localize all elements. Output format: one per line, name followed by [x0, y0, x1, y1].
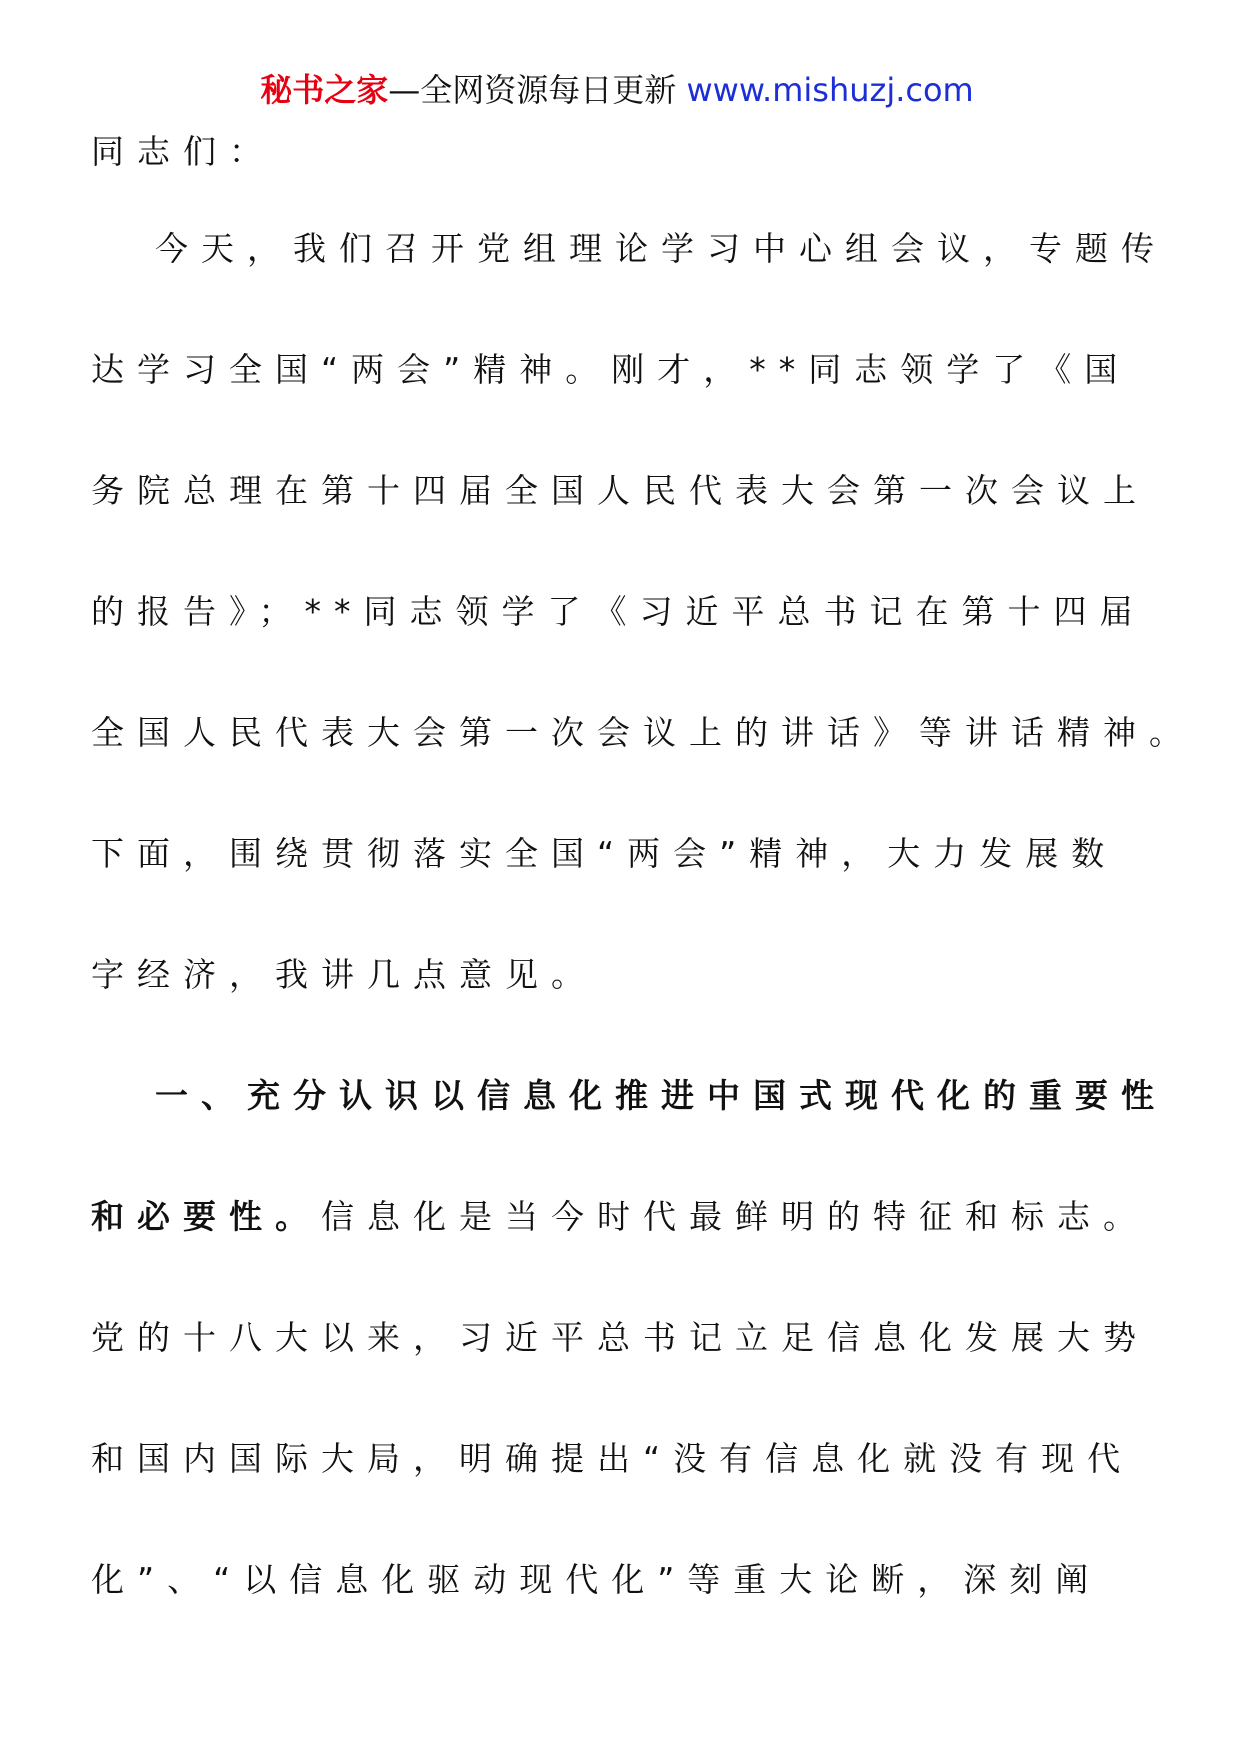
banner-slogan: —全网资源每日更新 — [388, 71, 677, 109]
section-heading-continuation — [91, 1185, 1171, 1306]
paragraph-line: 下面，围绕贯彻落实全国“两会”精神，大力发展数 — [91, 834, 1118, 873]
site-url-link[interactable]: www.mishuzj.com — [686, 71, 974, 109]
paragraph-line: 的报告》；**同志领学了《习近平总书记在第十四届 — [91, 592, 1146, 631]
document-body — [91, 120, 1195, 1669]
paragraph-line: 今天，我们召开党组理论学习中心组会议，专题传 — [155, 229, 1167, 268]
section-heading: 一、充分认识以信息化推进中国式现代化的重要性 — [155, 1076, 1167, 1115]
paragraph-line: 务院总理在第十四届全国人民代表大会第一次会议上 — [91, 471, 1149, 510]
brand-name: 秘书之家 — [260, 71, 389, 109]
paragraph-line: 字经济，我讲几点意见。 — [91, 955, 597, 994]
section-text: 信息化是当今时代最鲜明的特征和标志。 — [321, 1197, 1149, 1236]
paragraph-line: 全国人民代表大会第一次会议上的讲话》等讲话精神。 — [91, 713, 1195, 752]
site-banner — [0, 70, 1234, 110]
salutation: 同志们： — [91, 132, 275, 171]
paragraph-line: 化”、“以信息化驱动现代化”等重大论断，深刻阐 — [91, 1560, 1102, 1599]
paragraph-line: 达学习全国“两会”精神。刚才，**同志领学了《国 — [91, 350, 1131, 389]
section-heading-end: 和必要性。 — [91, 1197, 321, 1236]
paragraph-line: 党的十八大以来，习近平总书记立足信息化发展大势 — [91, 1318, 1149, 1357]
paragraph-line: 和国内国际大局，明确提出“没有信息化就没有现代 — [91, 1439, 1134, 1478]
